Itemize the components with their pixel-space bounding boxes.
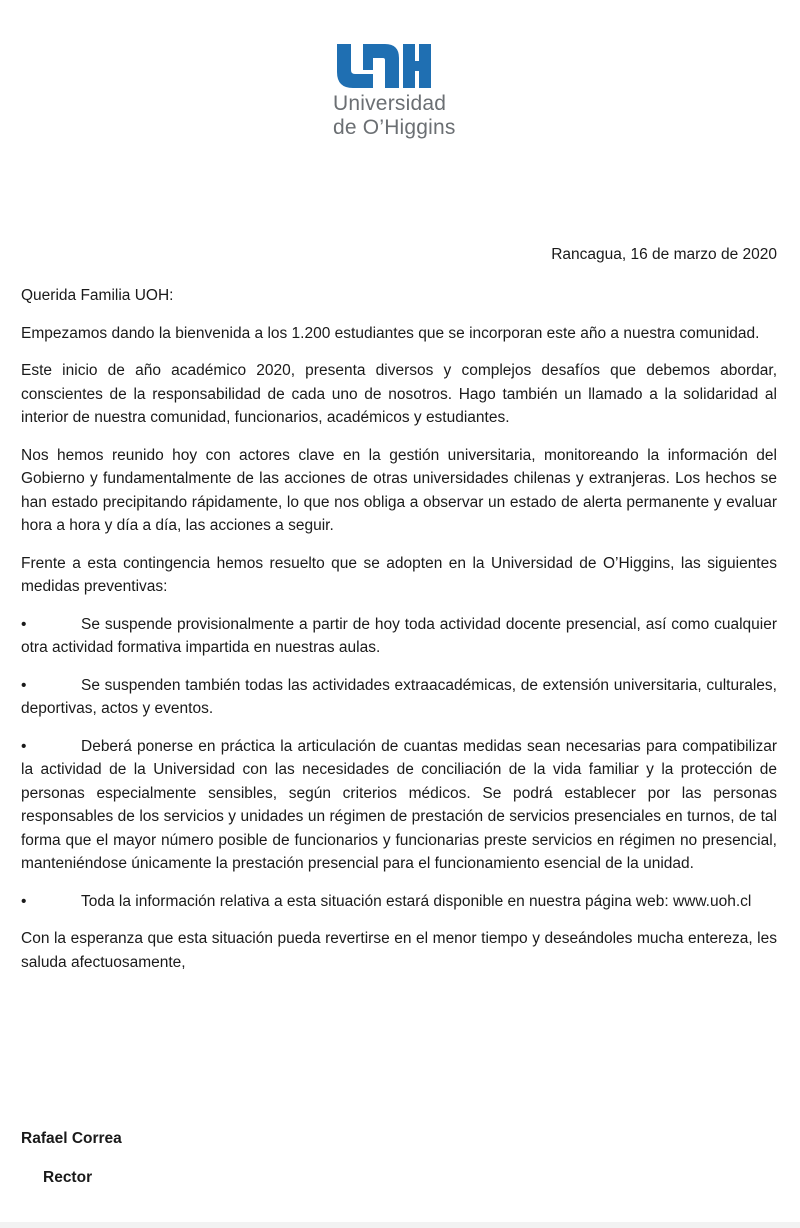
page-bottom-edge [0, 1222, 800, 1228]
logo-line-2: de O’Higgins [333, 116, 456, 139]
bullet-icon: • [21, 615, 27, 633]
bullet-icon: • [21, 737, 27, 755]
bullet-text: Se suspende provisionalmente a partir de hoy toda actividad docente presencial, así como cualquier otra actividad formativa impartida en nuestras aulas. [21, 615, 777, 656]
paragraph: Este inicio de año académico 2020, presenta diversos y complejos desafíos que debemos abordar, conscientes de la responsabilidad de cada uno de nosotros. Hago también un llamado a la solidaridad al interior de nuestra comunidad, funcionarios, académicos y estudiantes. [21, 362, 777, 426]
paragraph: Empezamos dando la bienvenida a los 1.200 estudiantes que se incorporan este año a nuestra comunidad. [21, 324, 760, 342]
signature-name: Rafael Correa [21, 1130, 122, 1147]
uoh-logo [333, 42, 483, 140]
paragraph: Nos hemos reunido hoy con actores clave en la gestión universitaria, monitoreando la información del Gobierno y fundamentalmente de las acciones de otras universidades chilenas y extranjeras. Los hechos se han estado precipitando rápidamente, lo que nos obliga a observar un estado de alerta permanente y evaluar hora a hora y día a día, las acciones a seguir. [21, 446, 777, 534]
bullet-item [21, 890, 777, 914]
paragraph: Frente a esta contingencia hemos resuelto que se adopten en la Universidad de O’Higgins, las siguientes medidas preventivas: [21, 554, 777, 595]
bullet-item [21, 613, 777, 660]
uoh-logo-mark-icon [333, 42, 433, 92]
letter-body [21, 284, 777, 988]
bullet-item [21, 674, 777, 721]
signature-title: Rector [43, 1169, 93, 1186]
bullet-icon: • [21, 676, 27, 694]
letter-date: Rancagua, 16 de marzo de 2020 [551, 246, 777, 263]
bullet-text: Se suspenden también todas las actividades extraacadémicas, de extensión universitaria, culturales, deportivas, actos y eventos. [21, 676, 777, 717]
logo-line-1: Universidad [333, 92, 447, 115]
bullet-text: Toda la información relativa a esta situación estará disponible en nuestra página web: www.uoh.cl [81, 892, 752, 910]
greeting: Querida Familia UOH: [21, 287, 174, 304]
bullet-text: Deberá ponerse en práctica la articulación de cuantas medidas sean necesarias para compatibilizar la actividad de la Universidad con las necesidades de conciliación de la vida familiar y la protección de personas especialmente sensibles, según criterios médicos. Se podrá establecer por las personas responsables de los servicios y unidades un régimen de prestación de servicios presenciales en turnos, de tal forma que el mayor número posible de funcionarios y funcionarias preste servicios en régimen no presencial, manteniéndose únicamente la prestación presencial para el funcionamiento esencial de la unidad. [21, 737, 777, 872]
bullet-item [21, 735, 777, 876]
bullet-icon: • [21, 892, 27, 910]
closing: Con la esperanza que esta situación pueda revertirse en el menor tiempo y deseándoles mucha entereza, les saluda afectuosamente, [21, 930, 777, 971]
